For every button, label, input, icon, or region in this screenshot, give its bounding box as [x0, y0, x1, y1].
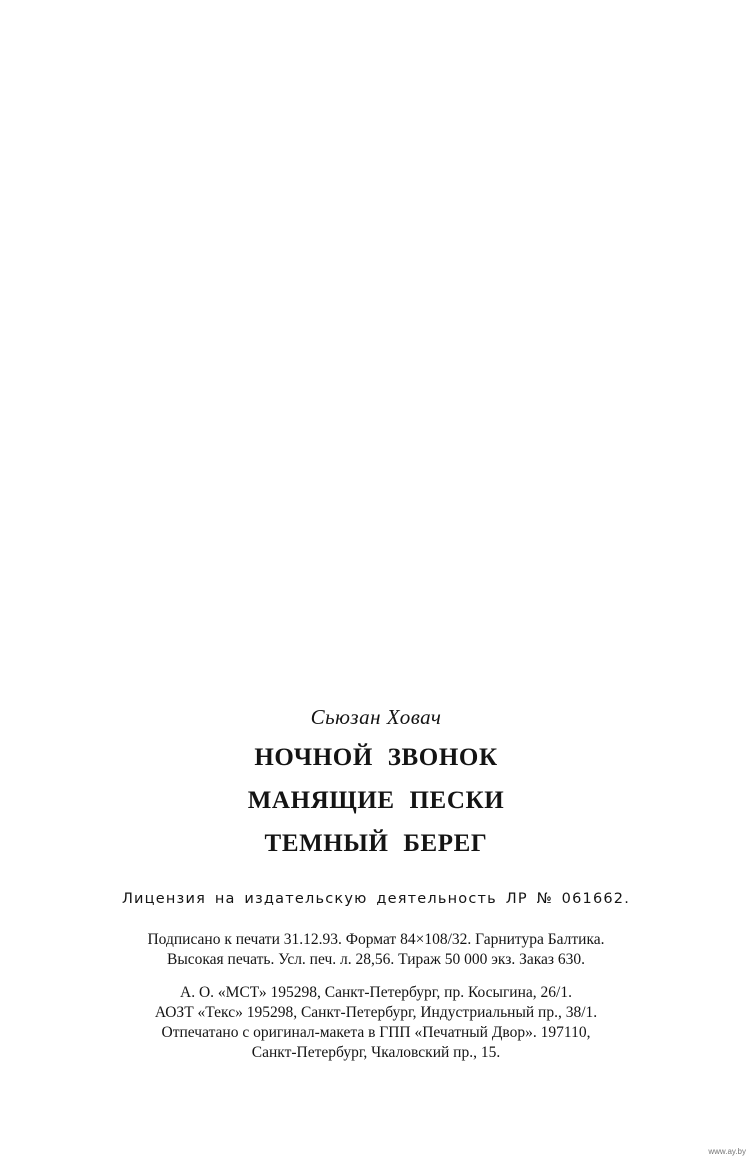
printing-details: [0, 930, 752, 970]
printing-line-1: Подписано к печати 31.12.93. Формат 84×108/32. Гарнитура Балтика.: [147, 931, 605, 948]
book-title-1: НОЧНОЙ ЗВОНОК: [254, 744, 498, 771]
site-watermark: www.ay.by: [708, 1147, 746, 1156]
license-line: Лицензия на издательскую деятельность ЛР № 061662.: [121, 891, 631, 907]
printing-line-2: Высокая печать. Усл. печ. л. 28,56. Тираж 50 000 экз. Заказ 630.: [166, 951, 586, 968]
publisher-line-3: Отпечатано с оригинал-макета в ГПП «Печатный Двор». 197110,: [161, 1024, 591, 1041]
publisher-line-4: Санкт-Петербург, Чкаловский пр., 15.: [251, 1044, 501, 1061]
publisher-line-2: АОЗТ «Текс» 195298, Санкт-Петербург, Индустриальный пр., 38/1.: [154, 1004, 598, 1021]
publisher-details: [0, 983, 752, 1063]
author-name: Сьюзан Ховач: [310, 705, 442, 729]
book-title-2: МАНЯЩИЕ ПЕСКИ: [247, 787, 505, 814]
book-title-3: ТЕМНЫЙ БЕРЕГ: [264, 830, 488, 857]
publisher-line-1: А. О. «МСТ» 195298, Санкт-Петербург, пр. Косыгина, 26/1.: [180, 984, 572, 1001]
